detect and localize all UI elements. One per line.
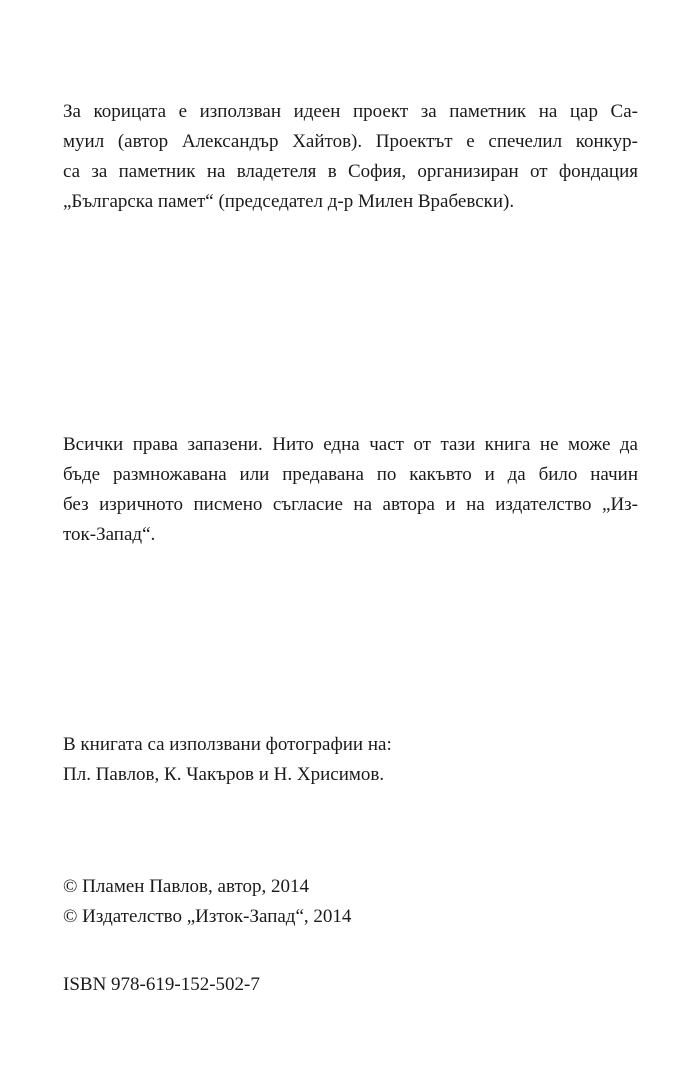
copyright-line: © Пламен Павлов, автор, 2014 [63, 876, 310, 897]
copyright-line: © Издателство „Изток-Запад“, 2014 [63, 906, 352, 927]
rights-note-line: Всички права запазени. Нито една част от тази книга не може да [63, 434, 638, 455]
photo-credits-paragraph [63, 730, 638, 790]
cover-note-line: са за паметник на владетеля в София, организиран от фондация [63, 161, 638, 182]
photo-credits-line: В книгата са използвани фотографии на: [63, 734, 392, 755]
cover-note-paragraph [63, 97, 638, 217]
rights-note-line: без изричното писмено съгласие на автора и на издателство „Из- [63, 494, 638, 515]
isbn-number [63, 970, 638, 1000]
copyright-notice [63, 872, 638, 932]
cover-note-line: За корицата е използван идеен проект за паметник на цар Са- [63, 101, 638, 122]
rights-note-line: ток-Запад“. [63, 524, 156, 545]
photo-credits-line: Пл. Павлов, К. Чакъров и Н. Хрисимов. [63, 764, 385, 785]
isbn-line: ISBN 978-619-152-502-7 [63, 974, 260, 995]
cover-note-line: муил (автор Александър Хайтов). Проектът е спечелил конкур- [63, 131, 638, 152]
cover-note-line: „Българска памет“ (председател д-р Милен Врабевски). [63, 191, 515, 212]
rights-note-line: бъде размножавана или предавана по какъвто и да било начин [63, 464, 638, 485]
rights-reserved-paragraph [63, 430, 638, 550]
